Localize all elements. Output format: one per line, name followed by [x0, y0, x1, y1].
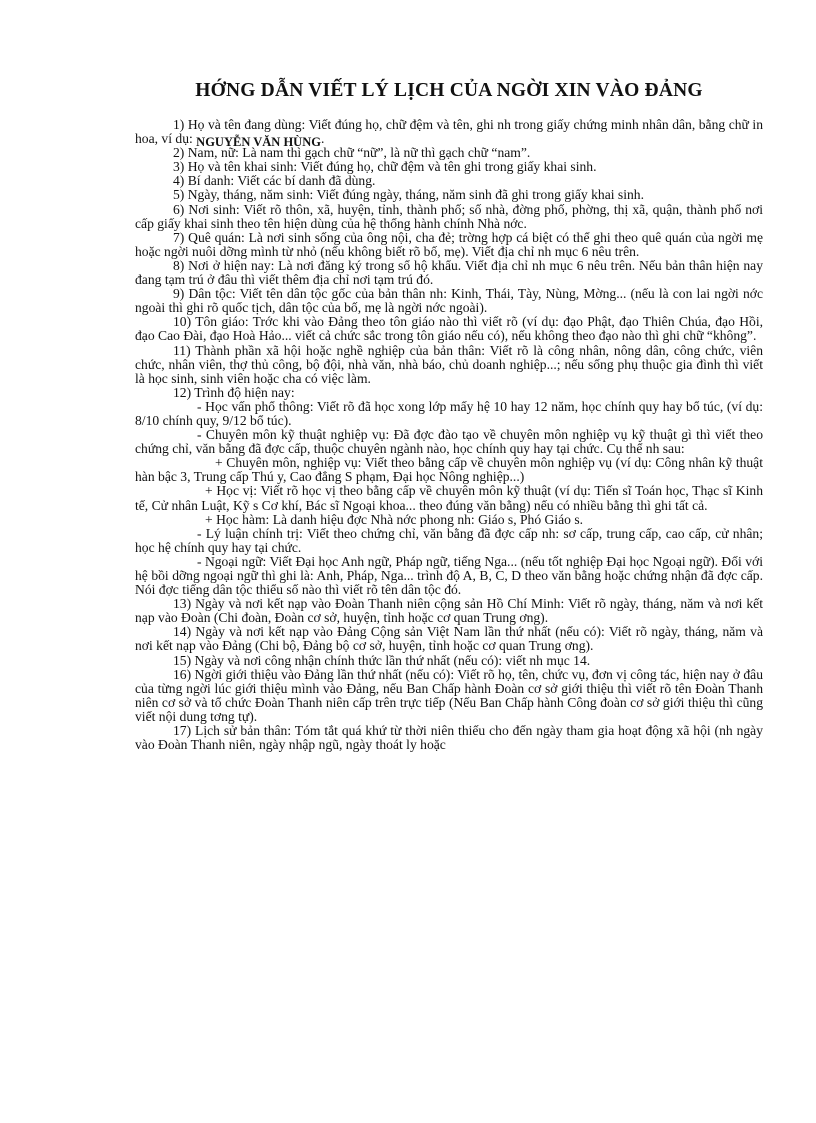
paragraph-12-academic-title: + Học hàm: Là danh hiệu đợc Nhà nớc phong nh: Giáo s, Phó Giáo s. — [205, 511, 584, 527]
paragraph-2: 2) Nam, nữ: Là nam thì gạch chữ “nữ”, là nữ thì gạch chữ “nam”. — [173, 145, 531, 161]
paragraph-12: 12) Trình độ hiện nay: — [173, 384, 295, 400]
paragraph-12-foreign-language: - Ngoại ngữ: Viết Đại học Anh ngữ, Pháp ngữ, tiếng Nga... (nếu tốt nghiệp Đại học Ngoại ngữ). Đối với hệ bồi dỡng ngoại ngữ thì ghi là: Anh, Pháp, Nga... trình độ A, B, C, D theo văn bằng hoặc chứng nhận đã đợc cấp. Nói đợc tiếng dân tộc thiểu số nào thì viết rõ tên dân tộc đó. — [135, 553, 763, 598]
paragraph-12-general-education: - Học vấn phổ thông: Viết rõ đã học xong lớp mấy hệ 10 hay 12 năm, học chính quy hay bổ túc, (ví dụ: 8/10 chính quy, 9/12 bổ túc). — [135, 398, 763, 428]
document-page — [135, 80, 763, 752]
paragraph-5: 5) Ngày, tháng, năm sinh: Viết đúng ngày, tháng, năm sinh đã ghi trong giấy khai sinh. — [173, 187, 644, 203]
paragraph-10: 10) Tôn giáo: Trớc khi vào Đảng theo tôn giáo nào thì viết rõ (ví dụ: đạo Phật, đạo Thiên Chúa, đạo Hồi, đạo Cao Đài, đạo Hoà Hảo... viết cả chức sắc trong tôn giáo nếu có), nếu không theo đạo nào thì ghi chữ “không”. — [135, 314, 763, 344]
example-name: NGUYỄN VĂN HÙNG — [196, 135, 321, 150]
paragraph-9: 9) Dân tộc: Viết tên dân tộc gốc của bản thân nh: Kinh, Thái, Tày, Nùng, Mờng... (nếu là con lai ngời nớc ngoài thì ghi rõ quốc tịch, dân tộc của bố, mẹ là ngời nớc ngoài). — [135, 286, 763, 316]
paragraph-12-degree: + Học vị: Viết rõ học vị theo bằng cấp về chuyên môn kỹ thuật (ví dụ: Tiến sĩ Toán học, Thạc sĩ Kinh tế, Cử nhân Luật, Kỹ s Cơ khí, Bác sĩ Ngoại khoa... theo đúng văn bằng) nếu có nhiều bằng thì ghi tất cả. — [135, 483, 763, 513]
paragraph-17: 17) Lịch sử bản thân: Tóm tắt quá khứ từ thời niên thiếu cho đến ngày tham gia hoạt động xã hội (nh ngày vào Đoàn Thanh niên, ngày nhập ngũ, ngày thoát ly hoặc — [135, 723, 763, 753]
paragraph-6: 6) Nơi sinh: Viết rõ thôn, xã, huyện, tỉnh, thành phố; số nhà, đờng phố, phờng, thị xã, quận, thành phố nơi cấp giấy khai sinh theo tên hiện dùng của hệ thống hành chính Nhà nớc. — [135, 201, 763, 231]
paragraph-1-text: 1) Họ và tên đang dùng: Viết đúng họ, chữ đệm và tên, ghi nh trong giấy chứng minh nhân dân, bằng chữ in hoa, ví dụ: — [135, 117, 763, 147]
document-title: HỚNG DẪN VIẾT LÝ LỊCH CỦA NGỜI XIN VÀO ĐẢNG — [195, 80, 703, 101]
paragraph-13: 13) Ngày và nơi kết nạp vào Đoàn Thanh niên cộng sản Hồ Chí Minh: Viết rõ ngày, tháng, năm và nơi kết nạp vào Đoàn (Chi đoàn, Đoàn cơ sở, huyện, tỉnh hoặc cơ quan Trung ơng). — [135, 596, 763, 626]
paragraph-16: 16) Ngời giới thiệu vào Đảng lần thứ nhất (nếu có): Viết rõ họ, tên, chức vụ, đơn vị công tác, hiện nay ở đâu của từng ngời lúc giới thiệu mình vào Đảng, nếu Ban Chấp hành Đoàn cơ sở giới thiệu thì viết rõ tên Đoàn Thanh niên cơ sở và tổ chức Đoàn Thanh niên cấp trên trực tiếp (Nếu Ban Chấp hành Công đoàn cơ sở giới thiệu thì cũng viết nội dung tơng tự). — [135, 666, 763, 724]
paragraph-11: 11) Thành phần xã hội hoặc nghề nghiệp của bản thân: Viết rõ là công nhân, nông dân, công chức, viên chức, nhân viên, thợ thủ công, bộ đội, nhà văn, nhà báo, chủ doanh nghiệp...; nếu sống phụ thuộc gia đình thì viết là học sinh, sinh viên hoặc cha có việc làm. — [135, 342, 763, 386]
paragraph-12-professional: - Chuyên môn kỹ thuật nghiệp vụ: Đã đợc đào tạo về chuyên môn nghiệp vụ kỹ thuật gì thì viết theo chứng chỉ, văn bằng đã đợc cấp, thuộc chuyên ngành nào, học chính quy hay tại chức. Cụ thể nh sau: — [135, 427, 763, 457]
paragraph-1-end: . — [320, 131, 325, 147]
paragraph-15: 15) Ngày và nơi công nhận chính thức lần thứ nhất (nếu có): viết nh mục 14. — [173, 652, 591, 668]
paragraph-12-political-theory: - Lý luận chính trị: Viết theo chứng chỉ, văn bằng đã đợc cấp nh: sơ cấp, trung cấp, cao cấp, cử nhân; học hệ chính quy hay tại chức. — [135, 525, 763, 555]
paragraph-12-specialty: + Chuyên môn, nghiệp vụ: Viết theo bằng cấp về chuyên môn nghiệp vụ (ví dụ: Công nhân kỹ thuật hàn bậc 3, Trung cấp Thú y, Cao đẳng S phạm, Đại học Nông nghiệp...) — [135, 455, 763, 485]
paragraph-1 — [135, 117, 763, 150]
paragraph-3: 3) Họ và tên khai sinh: Viết đúng họ, chữ đệm và tên ghi trong giấy khai sinh. — [173, 159, 597, 175]
paragraph-4: 4) Bí danh: Viết các bí danh đã dùng. — [173, 173, 376, 189]
paragraph-8: 8) Nơi ở hiện nay: Là nơi đăng ký trong sổ hộ khẩu. Viết địa chỉ nh mục 6 nêu trên. Nếu bản thân hiện nay đang tạm trú ở đâu thì viết thêm địa chỉ nơi tạm trú đó. — [135, 257, 763, 288]
paragraph-7: 7) Quê quán: Là nơi sinh sống của ông nội, cha đẻ; trờng hợp cá biệt có thể ghi theo quê quán của ngời mẹ hoặc ngời nuôi dỡng mình từ nhỏ (nếu không biết rõ bố, mẹ). Viết địa chỉ nh mục 6 nêu trên. — [135, 229, 763, 259]
paragraph-14: 14) Ngày và nơi kết nạp vào Đảng Cộng sản Việt Nam lần thứ nhất (nếu có): Viết rõ ngày, tháng, năm và nơi kết nạp vào Đảng (Chi bộ, Đảng bộ cơ sở, huyện, tỉnh hoặc cơ quan Trung ơng). — [135, 624, 763, 654]
